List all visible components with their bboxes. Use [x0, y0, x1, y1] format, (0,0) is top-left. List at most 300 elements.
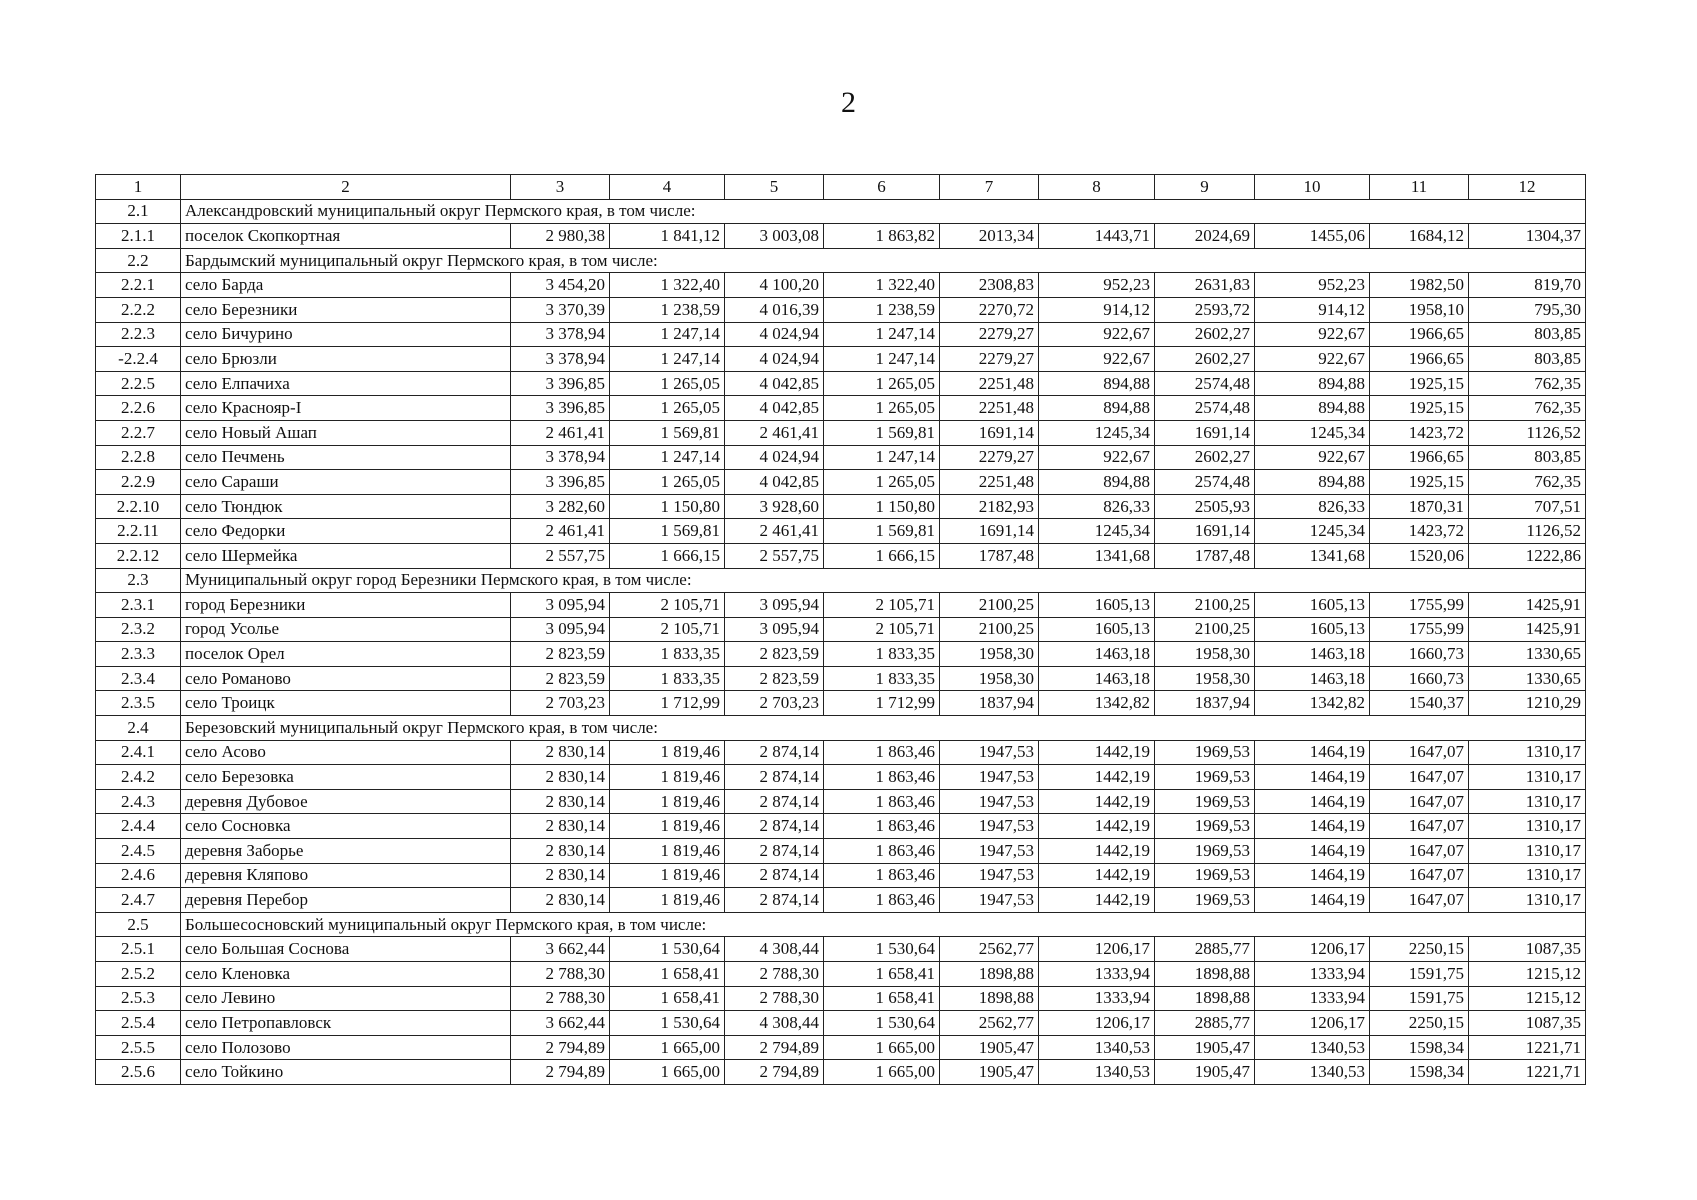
value-cell: 1605,13 — [1255, 617, 1370, 642]
value-cell: 2250,15 — [1370, 937, 1469, 962]
value-cell: 1464,19 — [1255, 814, 1370, 839]
value-cell: 1947,53 — [940, 888, 1039, 913]
value-cell: 2 703,23 — [725, 691, 824, 716]
value-cell: 1925,15 — [1370, 371, 1469, 396]
settlement-name-cell: село Тойкино — [181, 1060, 511, 1085]
value-cell: 1 530,64 — [610, 937, 725, 962]
value-cell: 952,23 — [1039, 273, 1155, 298]
value-cell: 1 658,41 — [610, 962, 725, 987]
value-cell: 1341,68 — [1255, 543, 1370, 568]
table-row — [96, 839, 1586, 864]
value-cell: 2 823,59 — [511, 642, 610, 667]
row-number-cell: 2.2.2 — [96, 297, 181, 322]
value-cell: 1340,53 — [1039, 1035, 1155, 1060]
table-row — [96, 322, 1586, 347]
value-cell: 1 247,14 — [610, 322, 725, 347]
value-cell: 2885,77 — [1155, 1011, 1255, 1036]
value-cell: 1310,17 — [1469, 765, 1586, 790]
value-cell: 3 378,94 — [511, 445, 610, 470]
value-cell: 2 461,41 — [725, 519, 824, 544]
value-cell: 1898,88 — [940, 962, 1039, 987]
value-cell: 2250,15 — [1370, 1011, 1469, 1036]
row-number-cell: 2.4.5 — [96, 839, 181, 864]
value-cell: 762,35 — [1469, 371, 1586, 396]
value-cell: 1 658,41 — [610, 986, 725, 1011]
value-cell: 1126,52 — [1469, 420, 1586, 445]
table-body — [96, 175, 1586, 1085]
column-number-cell: 12 — [1469, 175, 1586, 200]
value-cell: 1126,52 — [1469, 519, 1586, 544]
value-cell: 1423,72 — [1370, 420, 1469, 445]
settlement-name-cell: село Шермейка — [181, 543, 511, 568]
value-cell: 1464,19 — [1255, 839, 1370, 864]
column-number-cell: 10 — [1255, 175, 1370, 200]
settlement-name-cell: село Асово — [181, 740, 511, 765]
value-cell: 1442,19 — [1039, 839, 1155, 864]
value-cell: 1691,14 — [940, 519, 1039, 544]
value-cell: 1310,17 — [1469, 740, 1586, 765]
column-number-cell: 8 — [1039, 175, 1155, 200]
table-row — [96, 765, 1586, 790]
value-cell: 1340,53 — [1039, 1060, 1155, 1085]
table-row — [96, 1060, 1586, 1085]
value-cell: 2 105,71 — [610, 593, 725, 618]
value-cell: 1969,53 — [1155, 863, 1255, 888]
value-cell: 1 666,15 — [610, 543, 725, 568]
value-cell: 1 247,14 — [824, 347, 940, 372]
value-cell: 1647,07 — [1370, 740, 1469, 765]
value-cell: 803,85 — [1469, 445, 1586, 470]
value-cell: 1425,91 — [1469, 593, 1586, 618]
value-cell: 803,85 — [1469, 347, 1586, 372]
value-cell: 3 662,44 — [511, 937, 610, 962]
settlement-name-cell: село Сосновка — [181, 814, 511, 839]
value-cell: 1310,17 — [1469, 789, 1586, 814]
value-cell: 1 265,05 — [610, 396, 725, 421]
table-row — [96, 519, 1586, 544]
table-row — [96, 494, 1586, 519]
settlement-name-cell: село Петропавловск — [181, 1011, 511, 1036]
row-number-cell: 2.5.5 — [96, 1035, 181, 1060]
value-cell: 2 830,14 — [511, 814, 610, 839]
settlement-name-cell: село Кленовка — [181, 962, 511, 987]
value-cell: 2251,48 — [940, 371, 1039, 396]
value-cell: 2593,72 — [1155, 297, 1255, 322]
value-cell: 2562,77 — [940, 937, 1039, 962]
value-cell: 1 833,35 — [610, 666, 725, 691]
value-cell: 1898,88 — [1155, 986, 1255, 1011]
settlement-name-cell: село Левино — [181, 986, 511, 1011]
settlement-name-cell: село Бичурино — [181, 322, 511, 347]
value-cell: 2 794,89 — [725, 1035, 824, 1060]
column-number-cell: 2 — [181, 175, 511, 200]
value-cell: 2 980,38 — [511, 224, 610, 249]
value-cell: 1898,88 — [940, 986, 1039, 1011]
row-number-cell: 2.3.3 — [96, 642, 181, 667]
value-cell: 1540,37 — [1370, 691, 1469, 716]
table-row — [96, 986, 1586, 1011]
value-cell: 2 461,41 — [511, 519, 610, 544]
row-number-cell: 2.4.3 — [96, 789, 181, 814]
value-cell: 2 461,41 — [725, 420, 824, 445]
value-cell: 1947,53 — [940, 789, 1039, 814]
value-cell: 2 557,75 — [511, 543, 610, 568]
value-cell: 1342,82 — [1039, 691, 1155, 716]
settlement-name-cell: село Большая Соснова — [181, 937, 511, 962]
value-cell: 952,23 — [1255, 273, 1370, 298]
value-cell: 2562,77 — [940, 1011, 1039, 1036]
value-cell: 2182,93 — [940, 494, 1039, 519]
value-cell: 1333,94 — [1039, 962, 1155, 987]
value-cell: 894,88 — [1039, 470, 1155, 495]
value-cell: 2 874,14 — [725, 839, 824, 864]
value-cell: 1310,17 — [1469, 863, 1586, 888]
value-cell: 1898,88 — [1155, 962, 1255, 987]
value-cell: 1463,18 — [1039, 642, 1155, 667]
value-cell: 819,70 — [1469, 273, 1586, 298]
value-cell: 3 095,94 — [725, 593, 824, 618]
table-row — [96, 543, 1586, 568]
value-cell: 2 823,59 — [511, 666, 610, 691]
value-cell: 2 105,71 — [824, 617, 940, 642]
value-cell: 914,12 — [1039, 297, 1155, 322]
value-cell: 1 247,14 — [824, 322, 940, 347]
value-cell: 2 794,89 — [511, 1060, 610, 1085]
table-row — [96, 740, 1586, 765]
value-cell: 1787,48 — [1155, 543, 1255, 568]
value-cell: 1 863,46 — [824, 740, 940, 765]
value-cell: 922,67 — [1255, 347, 1370, 372]
value-cell: 1870,31 — [1370, 494, 1469, 519]
table-row — [96, 420, 1586, 445]
value-cell: 1442,19 — [1039, 765, 1155, 790]
settlement-name-cell: село Барда — [181, 273, 511, 298]
value-cell: 1787,48 — [940, 543, 1039, 568]
value-cell: 3 378,94 — [511, 347, 610, 372]
value-cell: 2270,72 — [940, 297, 1039, 322]
row-number-cell: 2.3.5 — [96, 691, 181, 716]
row-number-cell: 2.2.1 — [96, 273, 181, 298]
value-cell: 1245,34 — [1039, 420, 1155, 445]
value-cell: 1463,18 — [1255, 666, 1370, 691]
table-row — [96, 273, 1586, 298]
value-cell: 803,85 — [1469, 322, 1586, 347]
row-number-cell: 2.5.4 — [96, 1011, 181, 1036]
value-cell: 2 823,59 — [725, 642, 824, 667]
row-number-cell: 2.2.3 — [96, 322, 181, 347]
value-cell: 4 042,85 — [725, 470, 824, 495]
value-cell: 1215,12 — [1469, 986, 1586, 1011]
value-cell: 1 569,81 — [610, 420, 725, 445]
settlement-name-cell: город Усолье — [181, 617, 511, 642]
settlement-name-cell: деревня Кляпово — [181, 863, 511, 888]
value-cell: 2024,69 — [1155, 224, 1255, 249]
value-cell: 1442,19 — [1039, 814, 1155, 839]
table-row — [96, 470, 1586, 495]
column-number-cell: 1 — [96, 175, 181, 200]
value-cell: 1442,19 — [1039, 789, 1155, 814]
settlement-name-cell: село Романово — [181, 666, 511, 691]
value-cell: 3 662,44 — [511, 1011, 610, 1036]
row-number-cell: 2.4.1 — [96, 740, 181, 765]
value-cell: 1 665,00 — [610, 1035, 725, 1060]
group-row — [96, 716, 1586, 741]
value-cell: 1 863,46 — [824, 839, 940, 864]
value-cell: 2251,48 — [940, 396, 1039, 421]
page-number: 2 — [841, 86, 856, 119]
value-cell: 1755,99 — [1370, 593, 1469, 618]
row-number-cell: 2.2.9 — [96, 470, 181, 495]
value-cell: 1947,53 — [940, 863, 1039, 888]
value-cell: 1958,30 — [940, 642, 1039, 667]
group-title-cell: Муниципальный округ город Березники Пермского края, в том числе: — [181, 568, 1586, 593]
value-cell: 1310,17 — [1469, 814, 1586, 839]
value-cell: 2 874,14 — [725, 740, 824, 765]
value-cell: 1 665,00 — [824, 1060, 940, 1085]
value-cell: 2 788,30 — [725, 962, 824, 987]
row-number-cell: 2.2.6 — [96, 396, 181, 421]
value-cell: 1958,30 — [1155, 666, 1255, 691]
value-cell: 2 874,14 — [725, 814, 824, 839]
value-cell: 1464,19 — [1255, 888, 1370, 913]
value-cell: 2 794,89 — [511, 1035, 610, 1060]
row-number-cell: 2.5.3 — [96, 986, 181, 1011]
value-cell: 1425,91 — [1469, 617, 1586, 642]
row-number-cell: 2.1.1 — [96, 224, 181, 249]
value-cell: 1660,73 — [1370, 666, 1469, 691]
settlement-name-cell: деревня Заборье — [181, 839, 511, 864]
value-cell: 1 712,99 — [610, 691, 725, 716]
value-cell: 1966,65 — [1370, 322, 1469, 347]
value-cell: 2308,83 — [940, 273, 1039, 298]
group-title-cell: Александровский муниципальный округ Пермского края, в том числе: — [181, 199, 1586, 224]
value-cell: 1 238,59 — [610, 297, 725, 322]
group-title-cell: Березовский муниципальный округ Пермского края, в том числе: — [181, 716, 1586, 741]
value-cell: 1 265,05 — [610, 371, 725, 396]
row-number-cell: 2.4.6 — [96, 863, 181, 888]
group-row — [96, 199, 1586, 224]
value-cell: 3 454,20 — [511, 273, 610, 298]
value-cell: 2602,27 — [1155, 347, 1255, 372]
value-cell: 4 042,85 — [725, 396, 824, 421]
value-cell: 1 819,46 — [610, 839, 725, 864]
value-cell: 1 665,00 — [610, 1060, 725, 1085]
value-cell: 922,67 — [1039, 445, 1155, 470]
value-cell: 1442,19 — [1039, 740, 1155, 765]
value-cell: 2279,27 — [940, 445, 1039, 470]
value-cell: 707,51 — [1469, 494, 1586, 519]
table-row — [96, 888, 1586, 913]
settlement-name-cell: город Березники — [181, 593, 511, 618]
value-cell: 1905,47 — [940, 1035, 1039, 1060]
value-cell: 1520,06 — [1370, 543, 1469, 568]
value-cell: 2 830,14 — [511, 863, 610, 888]
value-cell: 1304,37 — [1469, 224, 1586, 249]
group-title-cell: Бардымский муниципальный округ Пермского края, в том числе: — [181, 248, 1586, 273]
table-row — [96, 371, 1586, 396]
value-cell: 1647,07 — [1370, 814, 1469, 839]
value-cell: 1647,07 — [1370, 839, 1469, 864]
value-cell: 1647,07 — [1370, 789, 1469, 814]
value-cell: 2279,27 — [940, 322, 1039, 347]
value-cell: 1330,65 — [1469, 642, 1586, 667]
table-row — [96, 396, 1586, 421]
value-cell: 2 823,59 — [725, 666, 824, 691]
value-cell: 2 830,14 — [511, 740, 610, 765]
value-cell: 1 819,46 — [610, 740, 725, 765]
value-cell: 1 150,80 — [610, 494, 725, 519]
row-number-cell: 2.3 — [96, 568, 181, 593]
value-cell: 1591,75 — [1370, 986, 1469, 1011]
value-cell: 3 003,08 — [725, 224, 824, 249]
value-cell: 2100,25 — [940, 617, 1039, 642]
value-cell: 1691,14 — [1155, 519, 1255, 544]
value-cell: 4 308,44 — [725, 1011, 824, 1036]
value-cell: 1969,53 — [1155, 740, 1255, 765]
table-row — [96, 1011, 1586, 1036]
table-row — [96, 937, 1586, 962]
value-cell: 1 833,35 — [824, 666, 940, 691]
row-number-cell: 2.2 — [96, 248, 181, 273]
value-cell: 1691,14 — [940, 420, 1039, 445]
table-row — [96, 962, 1586, 987]
value-cell: 1647,07 — [1370, 888, 1469, 913]
value-cell: 2013,34 — [940, 224, 1039, 249]
table-row — [96, 666, 1586, 691]
value-cell: 2885,77 — [1155, 937, 1255, 962]
value-cell: 1598,34 — [1370, 1035, 1469, 1060]
row-number-cell: 2.4.4 — [96, 814, 181, 839]
row-number-cell: 2.4 — [96, 716, 181, 741]
row-number-cell: 2.5.6 — [96, 1060, 181, 1085]
value-cell: 2 874,14 — [725, 765, 824, 790]
value-cell: 1464,19 — [1255, 863, 1370, 888]
value-cell: 762,35 — [1469, 470, 1586, 495]
column-number-cell: 11 — [1370, 175, 1469, 200]
column-number-cell: 9 — [1155, 175, 1255, 200]
value-cell: 1969,53 — [1155, 765, 1255, 790]
value-cell: 1333,94 — [1255, 986, 1370, 1011]
value-cell: 1755,99 — [1370, 617, 1469, 642]
value-cell: 1423,72 — [1370, 519, 1469, 544]
table-row — [96, 691, 1586, 716]
value-cell: 922,67 — [1255, 445, 1370, 470]
value-cell: 1 569,81 — [610, 519, 725, 544]
value-cell: 2 788,30 — [725, 986, 824, 1011]
value-cell: 1605,13 — [1255, 593, 1370, 618]
value-cell: 1837,94 — [940, 691, 1039, 716]
value-cell: 1947,53 — [940, 740, 1039, 765]
tariff-table — [95, 174, 1586, 1085]
value-cell: 2 557,75 — [725, 543, 824, 568]
value-cell: 1333,94 — [1039, 986, 1155, 1011]
row-number-cell: 2.5 — [96, 912, 181, 937]
value-cell: 2 874,14 — [725, 863, 824, 888]
value-cell: 2 794,89 — [725, 1060, 824, 1085]
value-cell: 1 238,59 — [824, 297, 940, 322]
value-cell: 894,88 — [1255, 470, 1370, 495]
value-cell: 795,30 — [1469, 297, 1586, 322]
value-cell: 4 024,94 — [725, 322, 824, 347]
value-cell: 1 863,46 — [824, 789, 940, 814]
value-cell: 1455,06 — [1255, 224, 1370, 249]
value-cell: 2574,48 — [1155, 371, 1255, 396]
settlement-name-cell: село Печмень — [181, 445, 511, 470]
value-cell: 1245,34 — [1255, 519, 1370, 544]
value-cell: 1 265,05 — [824, 371, 940, 396]
value-cell: 1341,68 — [1039, 543, 1155, 568]
value-cell: 1310,17 — [1469, 839, 1586, 864]
value-cell: 1605,13 — [1039, 593, 1155, 618]
settlement-name-cell: село Троицк — [181, 691, 511, 716]
value-cell: 1442,19 — [1039, 888, 1155, 913]
value-cell: 3 928,60 — [725, 494, 824, 519]
value-cell: 2602,27 — [1155, 445, 1255, 470]
group-title-cell: Большесосновский муниципальный округ Пермского края, в том числе: — [181, 912, 1586, 937]
value-cell: 4 042,85 — [725, 371, 824, 396]
value-cell: 2 830,14 — [511, 765, 610, 790]
value-cell: 1 819,46 — [610, 814, 725, 839]
table-row — [96, 347, 1586, 372]
value-cell: 2 830,14 — [511, 789, 610, 814]
table-row — [96, 814, 1586, 839]
value-cell: 3 370,39 — [511, 297, 610, 322]
row-number-cell: 2.2.11 — [96, 519, 181, 544]
row-number-cell: 2.3.4 — [96, 666, 181, 691]
group-row — [96, 568, 1586, 593]
value-cell: 1463,18 — [1255, 642, 1370, 667]
value-cell: 1330,65 — [1469, 666, 1586, 691]
value-cell: 2100,25 — [940, 593, 1039, 618]
column-number-cell: 6 — [824, 175, 940, 200]
group-row — [96, 912, 1586, 937]
value-cell: 1 658,41 — [824, 962, 940, 987]
settlement-name-cell: село Тюндюк — [181, 494, 511, 519]
value-cell: 2574,48 — [1155, 396, 1255, 421]
value-cell: 1 863,46 — [824, 765, 940, 790]
settlement-name-cell: село Брюзли — [181, 347, 511, 372]
value-cell: 2 105,71 — [610, 617, 725, 642]
row-number-cell: 2.3.1 — [96, 593, 181, 618]
value-cell: 1925,15 — [1370, 396, 1469, 421]
value-cell: 1 322,40 — [824, 273, 940, 298]
value-cell: 1442,19 — [1039, 863, 1155, 888]
value-cell: 1 665,00 — [824, 1035, 940, 1060]
value-cell: 1 530,64 — [824, 937, 940, 962]
value-cell: 4 016,39 — [725, 297, 824, 322]
row-number-cell: 2.3.2 — [96, 617, 181, 642]
value-cell: 1947,53 — [940, 765, 1039, 790]
settlement-name-cell: село Краснояр-I — [181, 396, 511, 421]
value-cell: 1 819,46 — [610, 765, 725, 790]
value-cell: 3 396,85 — [511, 470, 610, 495]
value-cell: 1 833,35 — [824, 642, 940, 667]
value-cell: 2 874,14 — [725, 888, 824, 913]
value-cell: 922,67 — [1039, 347, 1155, 372]
value-cell: 1 658,41 — [824, 986, 940, 1011]
row-number-cell: 2.4.7 — [96, 888, 181, 913]
value-cell: 1087,35 — [1469, 1011, 1586, 1036]
value-cell: 1087,35 — [1469, 937, 1586, 962]
value-cell: 894,88 — [1255, 396, 1370, 421]
value-cell: 2574,48 — [1155, 470, 1255, 495]
value-cell: 1969,53 — [1155, 888, 1255, 913]
value-cell: 1 530,64 — [824, 1011, 940, 1036]
value-cell: 1684,12 — [1370, 224, 1469, 249]
value-cell: 2251,48 — [940, 470, 1039, 495]
value-cell: 1 863,46 — [824, 888, 940, 913]
value-cell: 1969,53 — [1155, 839, 1255, 864]
